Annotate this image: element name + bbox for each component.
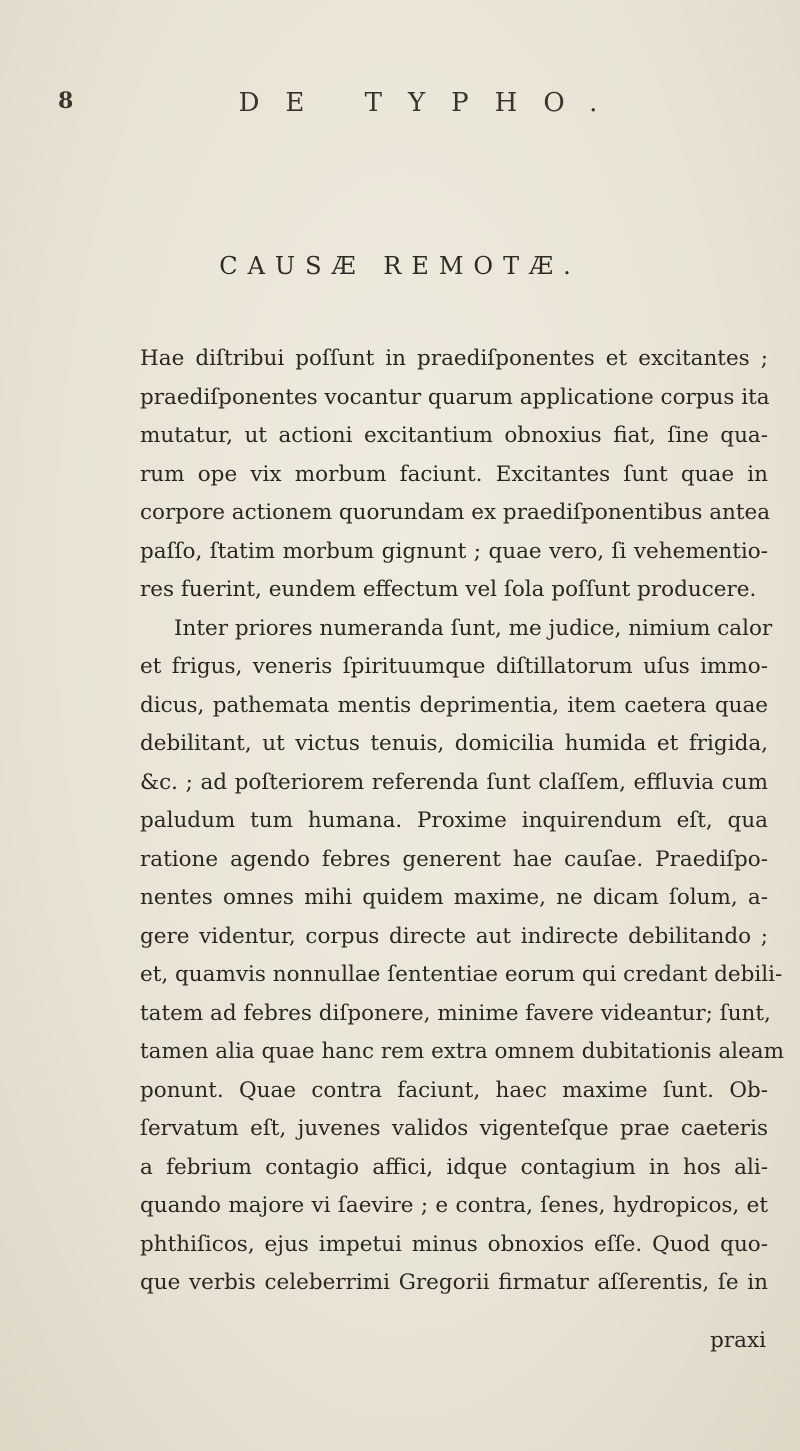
catchword: praxi: [710, 1328, 766, 1353]
text-line: ratione agendo febres generent hae cauſae. Praediſpo-: [140, 846, 768, 872]
text-line: praediſponentes vocantur quarum applicatione corpus ita: [140, 384, 770, 410]
text-line: Inter priores numeranda ſunt, me judice, nimium calor: [174, 615, 773, 641]
text-line: paſſo, ſtatim morbum gignunt ; quae vero, ſi vehementio-: [140, 538, 768, 564]
text-line: et, quamvis nonnullae ſententiae eorum qui credant debili-: [140, 962, 783, 987]
text-line: ponunt. Quae contra faciunt, haec maxime ſunt. Ob-: [140, 1077, 768, 1103]
page-header: [58, 88, 740, 128]
text-line: quando majore vi ſaevire ; e contra, ſenes, hydropicos, et: [140, 1193, 768, 1218]
text-line: &c. ; ad poſteriorem referenda ſunt claſſem, effluvia cum: [140, 769, 768, 795]
text-line: corpore actionem quorundam ex praediſponentibus antea: [140, 500, 771, 525]
text-line: nentes omnes mihi quidem maxime, ne dicam ſolum, a-: [140, 885, 768, 910]
text-line: que verbis celeberrimi Gregorii firmatur aſſerentis, ſe in: [140, 1270, 768, 1295]
text-line: et frigus, veneris ſpirituumque diſtillatorum uſus immo-: [140, 654, 768, 679]
body-text: [140, 340, 784, 1303]
page-number: 8: [58, 88, 74, 114]
text-line: res fuerint, eundem effectum vel ſola poſſunt producere.: [140, 577, 757, 602]
text-line: tamen alia quae hanc rem extra omnem dubitationis aleam: [140, 1039, 784, 1064]
running-title: DE TYPHO.: [238, 88, 624, 118]
text-line: a febrium contagio affici, idque contagium in hos ali-: [140, 1154, 768, 1180]
text-line: phthiſicos, ejus impetui minus obnoxios eſſe. Quod quo-: [140, 1231, 768, 1257]
section-title: CAUSÆ REMOTÆ.: [219, 252, 581, 280]
text-line: ſervatum eſt, juvenes validos vigenteſque prae caeteris: [140, 1116, 768, 1141]
text-line: dicus, pathemata mentis deprimentia, item caetera quae: [140, 692, 768, 718]
text-line: gere videntur, corpus directe aut indirecte debilitando ;: [140, 923, 768, 949]
text-line: rum ope vix morbum faciunt. Excitantes ſunt quae in: [140, 461, 768, 487]
text-line: tatem ad febres diſponere, minime favere videantur; ſunt,: [140, 1000, 771, 1026]
text-line: debilitant, ut victus tenuis, domicilia humida et frigida,: [140, 731, 768, 756]
text-line: paludum tum humana. Proxime inquirendum eſt, qua: [140, 808, 768, 833]
text-line: Hae diſtribui poſſunt in praediſponentes et excitantes ;: [140, 346, 768, 371]
text-line: mutatur, ut actioni excitantium obnoxius fiat, ſine qua-: [140, 423, 768, 448]
